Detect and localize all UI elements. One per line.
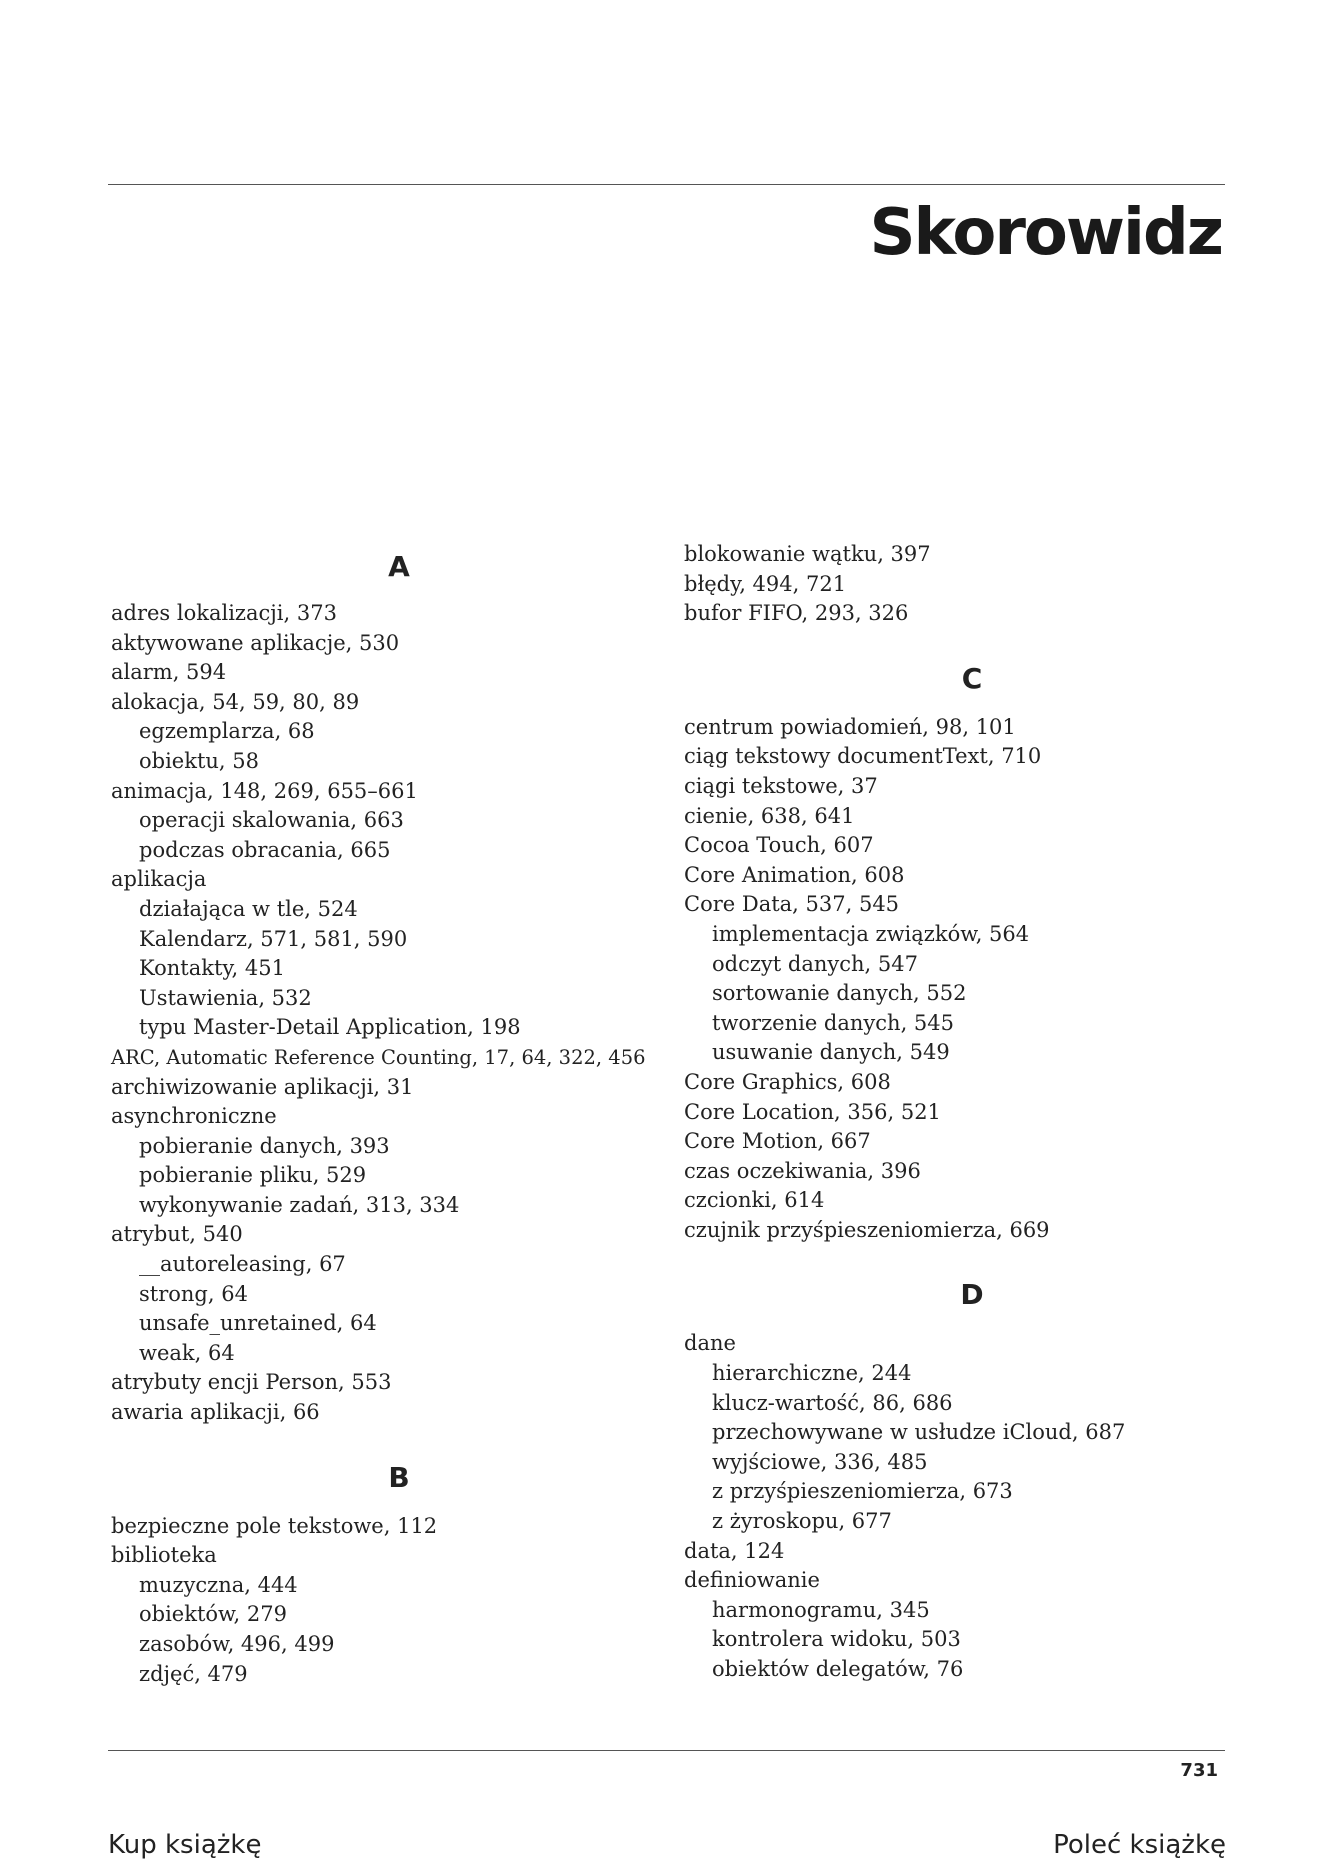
index-entry: czcionki, 614: [684, 1188, 825, 1213]
index-subentry: wyjściowe, 336, 485: [712, 1449, 928, 1474]
index-subentry: tworzenie danych, 545: [712, 1010, 955, 1035]
index-subentry: typu Master-Detail Application, 198: [139, 1015, 521, 1040]
index-subentry: klucz-wartość, 86, 686: [712, 1390, 953, 1415]
index-subentry: sortowanie danych, 552: [712, 981, 967, 1006]
index-subentry: implementacja związków, 564: [712, 921, 1030, 946]
index-subentry: Ustawienia, 532: [139, 985, 312, 1010]
section-letter: B: [388, 1460, 410, 1494]
index-entry: atrybut, 540: [111, 1222, 243, 1247]
index-entry: Cocoa Touch, 607: [684, 833, 874, 858]
index-entry: atrybuty encji Person, 553: [111, 1370, 392, 1395]
index-subentry: z przyśpieszeniomierza, 673: [712, 1479, 1013, 1504]
index-subentry: zdjęć, 479: [139, 1661, 248, 1686]
index-subentry: kontrolera widoku, 503: [712, 1627, 961, 1652]
index-subentry: przechowywane w usłudze iCloud, 687: [712, 1420, 1126, 1445]
index-subentry: odczyt danych, 547: [712, 951, 918, 976]
index-entry: aktywowane aplikacje, 530: [111, 630, 400, 655]
index-subentry: pobieranie danych, 393: [139, 1133, 390, 1158]
index-subentry: Kalendarz, 571, 581, 590: [139, 926, 408, 951]
index-entry: Core Graphics, 608: [684, 1069, 891, 1094]
section-letter: A: [388, 550, 410, 583]
index-column-left: [111, 540, 651, 1689]
index-subentry: muzyczna, 444: [139, 1572, 298, 1597]
index-entry: bezpieczne pole tekstowe, 112: [111, 1513, 438, 1538]
index-entry: centrum powiadomień, 98, 101: [684, 714, 1016, 739]
index-entry: Core Motion, 667: [684, 1129, 871, 1154]
index-column-right: [684, 540, 1224, 1685]
index-entry: Core Animation, 608: [684, 862, 905, 887]
page-title: Skorowidz: [869, 196, 1222, 270]
index-subentry: harmonogramu, 345: [712, 1597, 930, 1622]
index-subentry: unsafe_unretained, 64: [139, 1311, 377, 1336]
index-subentry: usuwanie danych, 549: [712, 1040, 950, 1065]
index-subentry: z żyroskopu, 677: [712, 1509, 892, 1534]
index-subentry: obiektów delegatów, 76: [712, 1657, 964, 1681]
index-subentry: weak, 64: [139, 1340, 235, 1365]
index-entry: alokacja, 54, 59, 80, 89: [111, 689, 360, 714]
index-entry: ciąg tekstowy documentText, 710: [684, 744, 1042, 769]
index-subentry: podczas obracania, 665: [139, 837, 391, 862]
index-subentry: Kontakty, 451: [139, 956, 285, 981]
bottom-rule: [108, 1750, 1225, 1751]
index-subentry: działająca w tle, 524: [139, 896, 358, 921]
index-entry: aplikacja: [111, 867, 207, 892]
index-subentry: hierarchiczne, 244: [712, 1361, 912, 1386]
index-entry: animacja, 148, 269, 655–661: [111, 778, 418, 803]
index-entry: cienie, 638, 641: [684, 803, 855, 828]
buy-book-link[interactable]: Kup książkę: [108, 1830, 262, 1860]
index-subentry: operacji skalowania, 663: [139, 808, 404, 833]
section-letter: C: [961, 661, 983, 695]
index-entry: biblioteka: [111, 1543, 217, 1568]
index-entry: alarm, 594: [111, 660, 227, 685]
index-subentry: obiektów, 279: [139, 1602, 287, 1627]
index-subentry: obiektu, 58: [139, 748, 259, 773]
index-subentry: wykonywanie zadań, 313, 334: [139, 1192, 460, 1217]
index-entry: dane: [684, 1331, 736, 1356]
index-subentry: pobieranie pliku, 529: [139, 1163, 367, 1188]
index-entry: czujnik przyśpieszeniomierza, 669: [684, 1217, 1050, 1242]
index-entry: błędy, 494, 721: [684, 571, 847, 596]
index-entry: asynchroniczne: [111, 1104, 277, 1129]
recommend-book-link[interactable]: Poleć książkę: [1053, 1830, 1226, 1860]
top-rule: [108, 184, 1225, 185]
index-entry: ARC, Automatic Reference Counting, 17, 64, 322, 456: [111, 1045, 646, 1069]
index-entry: Core Data, 537, 545: [684, 892, 900, 917]
index-entry: awaria aplikacji, 66: [111, 1400, 320, 1425]
page-number: 731: [1180, 1760, 1218, 1781]
index-entry: czas oczekiwania, 396: [684, 1158, 921, 1183]
index-entry: ciągi tekstowe, 37: [684, 773, 878, 798]
index-subentry: zasobów, 496, 499: [139, 1632, 335, 1656]
index-subentry: __autoreleasing, 67: [139, 1252, 346, 1277]
index-entry: archiwizowanie aplikacji, 31: [111, 1074, 414, 1099]
section-letter: D: [960, 1278, 984, 1312]
index-entry: adres lokalizacji, 373: [111, 601, 337, 625]
index-entry: blokowanie wątku, 397: [684, 542, 931, 566]
index-subentry: egzemplarza, 68: [139, 719, 315, 744]
index-subentry: strong, 64: [139, 1281, 248, 1306]
index-entry: definiowanie: [684, 1568, 820, 1593]
index-entry: Core Location, 356, 521: [684, 1099, 941, 1124]
index-entry: data, 124: [684, 1538, 785, 1563]
index-entry: bufor FIFO, 293, 326: [684, 601, 909, 626]
